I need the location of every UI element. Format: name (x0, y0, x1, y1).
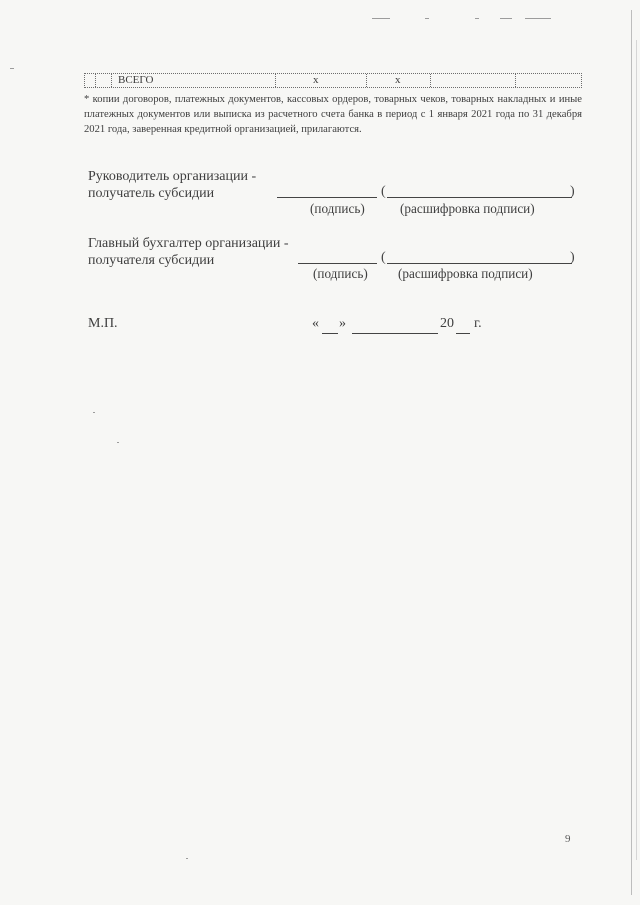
page-number: 9 (565, 833, 571, 845)
table-cell-border (111, 74, 112, 87)
total-col-1: х (313, 74, 319, 86)
total-label: ВСЕГО (118, 74, 154, 86)
signature-2-decode-line (387, 263, 572, 264)
signature-1-subtitle: получатель субсидии (88, 186, 215, 201)
scan-artifact (93, 412, 95, 413)
paren-close: ) (570, 250, 575, 265)
stamp-placeholder: М.П. (88, 316, 118, 331)
scan-artifact (10, 68, 14, 69)
date-year-suffix: г. (474, 316, 482, 331)
scan-artifact (372, 18, 390, 19)
signature-1-sign-line (277, 197, 377, 198)
scan-artifact (475, 18, 479, 19)
date-year-prefix: 20 (440, 316, 454, 331)
paren-close: ) (570, 184, 575, 199)
signature-1-title: Руководитель организации - (88, 169, 257, 184)
table-cell-border (275, 74, 276, 87)
date-open-quote: « (312, 316, 319, 331)
date-close-quote: » (339, 316, 346, 331)
scan-artifact (186, 858, 188, 859)
table-cell-border (515, 74, 516, 87)
page-edge (631, 10, 632, 895)
scan-artifact (525, 18, 551, 19)
date-day-line (322, 333, 338, 334)
scan-artifact (117, 442, 119, 443)
total-col-2: х (395, 74, 401, 86)
table-cell-border (430, 74, 431, 87)
footnote: * копии договоров, платежных документов, кассовых ордеров, товарных чеков, товарных накладных и иные платежных документов или выписка из расчетного счета банка в период с 1 января 2021 года по 31 декабря 2021 года, заверенная кредитной организацией, прилагаются. (84, 94, 582, 135)
signature-2-decode-caption: (расшифровка подписи) (398, 266, 533, 281)
table-cell-border (95, 74, 96, 87)
date-month-line (352, 333, 438, 334)
total-row (84, 73, 582, 88)
paren-open: ( (381, 184, 386, 199)
scan-artifact (425, 18, 429, 19)
paren-open: ( (381, 250, 386, 265)
page-edge-shadow (636, 40, 637, 860)
signature-1-decode-line (387, 197, 572, 198)
table-cell-border (366, 74, 367, 87)
signature-2-subtitle: получателя субсидии (88, 253, 215, 268)
signature-1-decode-caption: (расшифровка подписи) (400, 201, 535, 216)
signature-2-sign-line (298, 263, 377, 264)
scan-artifact (500, 18, 512, 19)
signature-2-title: Главный бухгалтер организации - (88, 236, 289, 251)
date-year-line (456, 333, 470, 334)
signature-2-sign-caption: (подпись) (313, 266, 368, 281)
signature-1-sign-caption: (подпись) (310, 201, 365, 216)
